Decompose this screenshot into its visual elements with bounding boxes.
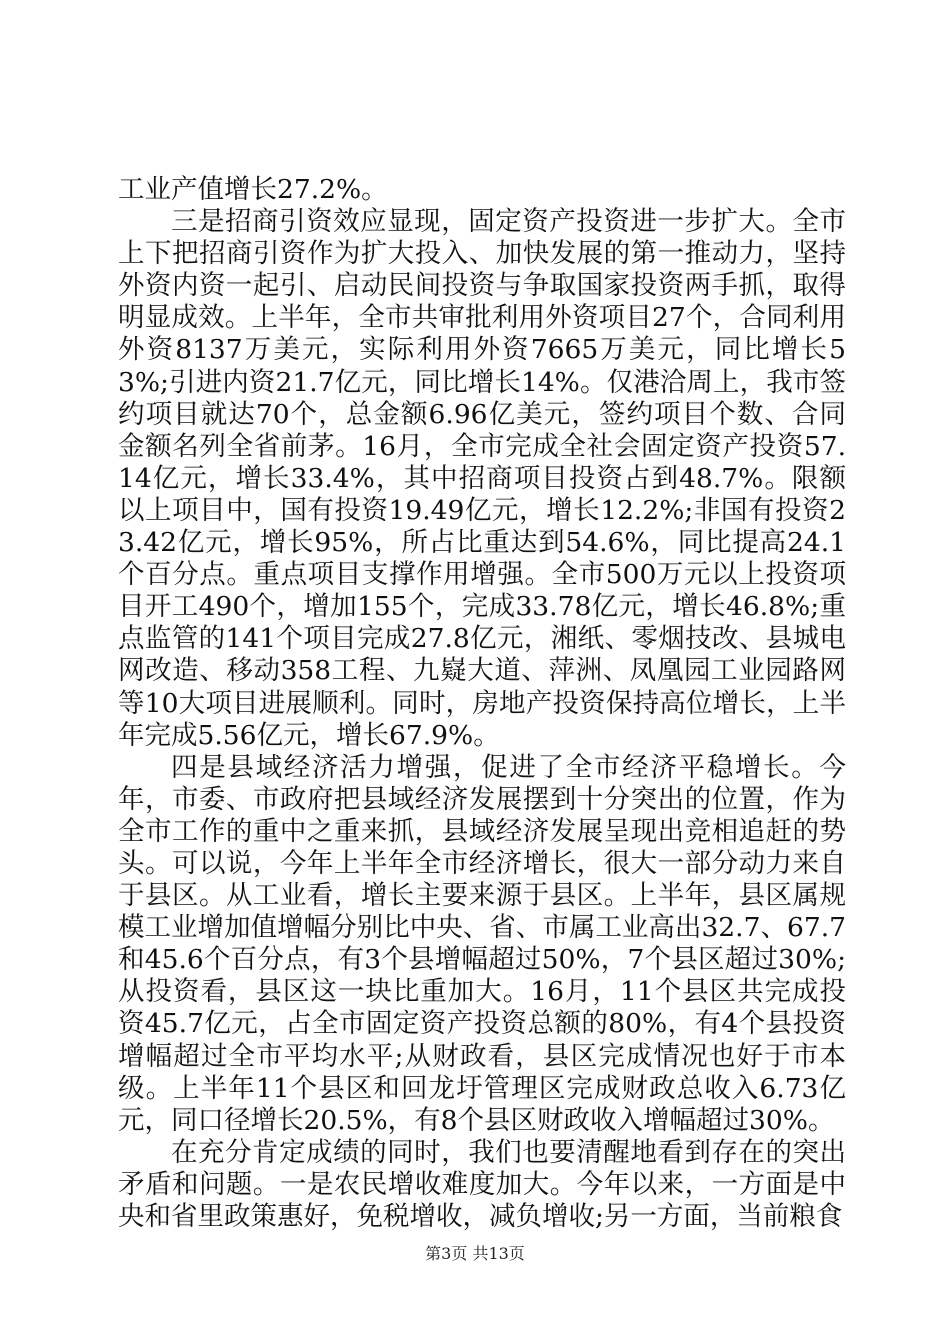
paragraph-investment: 三是招商引资效应显现，固定资产投资进一步扩大。全市上下把招商引资作为扩大投入、加快发展的第一推动力，坚持外资内资一起引、启动民间投资与争取国家投资两手抓，取得明显成效。上半年，全市共审批利用外资项目27个，合同利用外资8137万美元，实际利用外资7665万美元，同比增长53%;引进内资21.7亿元，同比增长14%。仅港洽周上，我市签约项目就达70个，总金额6.96亿美元，签约项目个数、合同金额名列全省前茅。16月，全市完成全社会固定资产投资57.14亿元，增长33.4%，其中招商项目投资占到48.7%。限额以上项目中，国有投资19.49亿元，增长12.2%;非国有投资23.42亿元，增长95%，所占比重达到54.6%，同比提高24.1个百分点。重点项目支撑作用增强。全市500万元以上投资项目开工490个，增加155个，完成33.78亿元，增长46.8%;重点监管的141个项目完成27.8亿元，湘纸、零烟技改、县城电网改造、移动358工程、九嶷大道、萍洲、凤凰园工业园路网等10大项目进展顺利。同时，房地产投资保持高位增长，上半年完成5.56亿元，增长67.9%。 (118, 206, 846, 751)
paragraph-problems: 在充分肯定成绩的同时，我们也要清醒地看到存在的突出矛盾和问题。一是农民增收难度加大。今年以来，一方面是中央和省里政策惠好，免税增收，减负增收;另一方面，当前粮食 (118, 1136, 846, 1232)
paragraph-continuation: 工业产值增长27.2%。 (118, 174, 388, 205)
document-body (118, 174, 846, 1233)
page-number-footer: 第3页 共13页 (425, 1244, 525, 1263)
paragraph-county-economy: 四是县域经济活力增强，促进了全市经济平稳增长。今年，市委、市政府把县域经济发展摆到十分突出的位置，作为全市工作的重中之重来抓，县域经济发展呈现出竞相追赶的势头。可以说，今年上半年全市经济增长，很大一部分动力来自于县区。从工业看，增长主要来源于县区。上半年，县区属规模工业增加值增幅分别比中央、省、市属工业高出32.7、67.7和45.6个百分点，有3个县增幅超过50%，7个县区超过30%;从投资看，县区这一块比重加大。16月，11个县区共完成投资45.7亿元，占全市固定资产投资总额的80%，有4个县投资增幅超过全市平均水平;从财政看，县区完成情况也好于市本级。上半年11个县区和回龙圩管理区完成财政总收入6.73亿元，同口径增长20.5%，有8个县区财政收入增幅超过30%。 (118, 751, 846, 1136)
